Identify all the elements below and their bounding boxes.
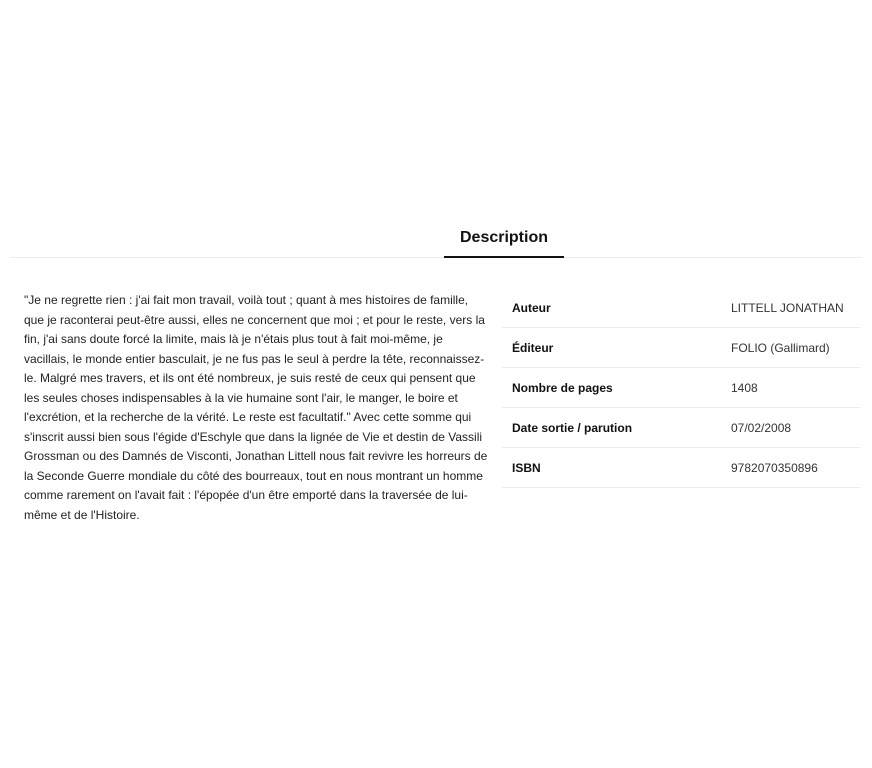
detail-row-pages [502,368,860,408]
detail-value: FOLIO (Gallimard) [731,340,830,355]
detail-row-publisher [502,328,860,368]
details-table [502,288,860,488]
detail-value: 9782070350896 [731,460,818,475]
detail-label: ISBN [512,460,541,475]
detail-label: Date sortie / parution [512,420,633,435]
detail-row-isbn [502,448,860,488]
detail-value: 07/02/2008 [731,420,792,435]
detail-label: Auteur [512,300,551,315]
description-text: "Je ne regrette rien : j'ai fait mon travail, voilà tout ; quant à mes histoires de famille, que je raconterai peut-être aussi, elles ne concernent que moi ; et pour le reste, vers la fin, j'ai sans doute forcé la limite, mais là je n'étais plus tout à fait moi-même, je vacillais, le monde entier basculait, je ne fus pas le seul à perdre la tête, reconnaissez-le. Malgré mes travers, et ils ont été nombreux, je suis resté de ceux qui pensent que les seules choses indispensables à la vie humaine sont l'air, le manger, le boire et l'excrétion, et la recherche de la vérité. Le reste est facultatif." Avec cette somme qui s'inscrit aussi bien sous l'égide d'Eschyle que dans la lignée de Vie et destin de Vassili Grossman ou des Damnés de Visconti, Jonathan Littell nous fait revivre les horreurs de la Seconde Guerre mondiale du côté des bourreaux, tout en nous montrant un homme comme rarement on l'avait fait : l'épopée d'un être emporté dans la traversée de lui-même et de l'Histoire. [24,293,488,522]
tab-description[interactable]: Description [444,222,564,258]
tab-bar [10,222,862,258]
detail-row-author [502,288,860,328]
detail-value: LITTELL JONATHAN [731,300,844,315]
detail-value: 1408 [731,380,758,395]
detail-row-release-date [502,408,860,448]
detail-label: Nombre de pages [512,380,613,395]
detail-label: Éditeur [512,340,554,355]
